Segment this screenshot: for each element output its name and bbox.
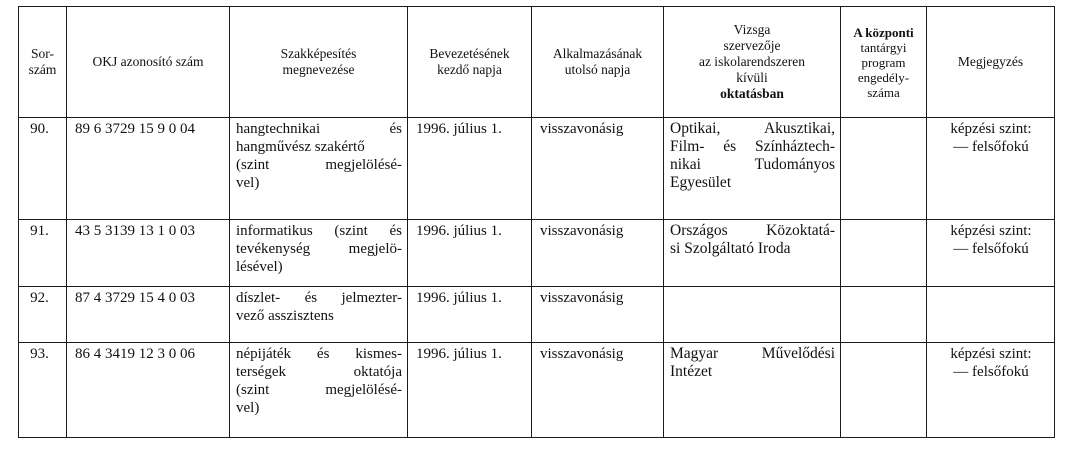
table-row [19,118,1055,220]
start-date-cell: 1996. július 1. [408,118,532,220]
program-number-cell [841,118,927,220]
qualification-table [18,6,1055,438]
start-date-cell: 1996. július 1. [408,287,532,343]
header-sorszam: Sor- szám [19,7,67,118]
row-number-cell: 93. [19,343,67,438]
document-page [18,6,1058,449]
qualification-name-cell: hangtechnikai és hangművész szakértő (szint megjelölésé- vel) [230,118,408,220]
end-date-cell: visszavonásig [532,220,664,287]
table-header-row [19,7,1055,118]
okj-cell: 86 4 3419 12 3 0 06 [67,343,230,438]
okj-cell: 87 4 3729 15 4 0 03 [67,287,230,343]
header-kozponti-program: A központi tantárgyi program engedély- száma [841,7,927,118]
note-cell: képzési szint: — felsőfokú [927,220,1055,287]
row-number-cell: 91. [19,220,67,287]
start-date-cell: 1996. július 1. [408,343,532,438]
start-date-cell: 1996. július 1. [408,220,532,287]
header-szakkepesites: Szakképesítés megnevezése [230,7,408,118]
note-cell [927,287,1055,343]
qualification-name-cell: díszlet- és jelmezter- vező asszisztens [230,287,408,343]
okj-cell: 43 5 3139 13 1 0 03 [67,220,230,287]
row-number-cell: 92. [19,287,67,343]
header-vizsga-szervezo: Vizsga szervezője az iskolarendszeren kívüli oktatásban [664,7,841,118]
row-number-cell: 90. [19,118,67,220]
table-row [19,287,1055,343]
exam-organizer-cell: Optikai, Akusztikai, Film- és Színháztech- nikai Tudományos Egyesület [664,118,841,220]
okj-cell: 89 6 3729 15 9 0 04 [67,118,230,220]
header-alkalmazas: Alkalmazásának utolsó napja [532,7,664,118]
end-date-cell: visszavonásig [532,343,664,438]
header-bevezetes: Bevezetésének kezdő napja [408,7,532,118]
note-cell: képzési szint: — felsőfokú [927,118,1055,220]
note-cell: képzési szint: — felsőfokú [927,343,1055,438]
program-number-cell [841,220,927,287]
end-date-cell: visszavonásig [532,287,664,343]
table-row [19,220,1055,287]
table-row [19,343,1055,438]
qualification-name-cell: népijáték és kismes- terségek oktatója (szint megjelölésé- vel) [230,343,408,438]
exam-organizer-cell [664,287,841,343]
program-number-cell [841,287,927,343]
qualification-name-cell: informatikus (szint és tevékenység megjelö- lésével) [230,220,408,287]
end-date-cell: visszavonásig [532,118,664,220]
exam-organizer-cell: Magyar Művelődési Intézet [664,343,841,438]
exam-organizer-cell: Országos Közoktatá- si Szolgáltató Iroda [664,220,841,287]
program-number-cell [841,343,927,438]
header-okj: OKJ azonosító szám [67,7,230,118]
header-megjegyzes: Megjegyzés [927,7,1055,118]
